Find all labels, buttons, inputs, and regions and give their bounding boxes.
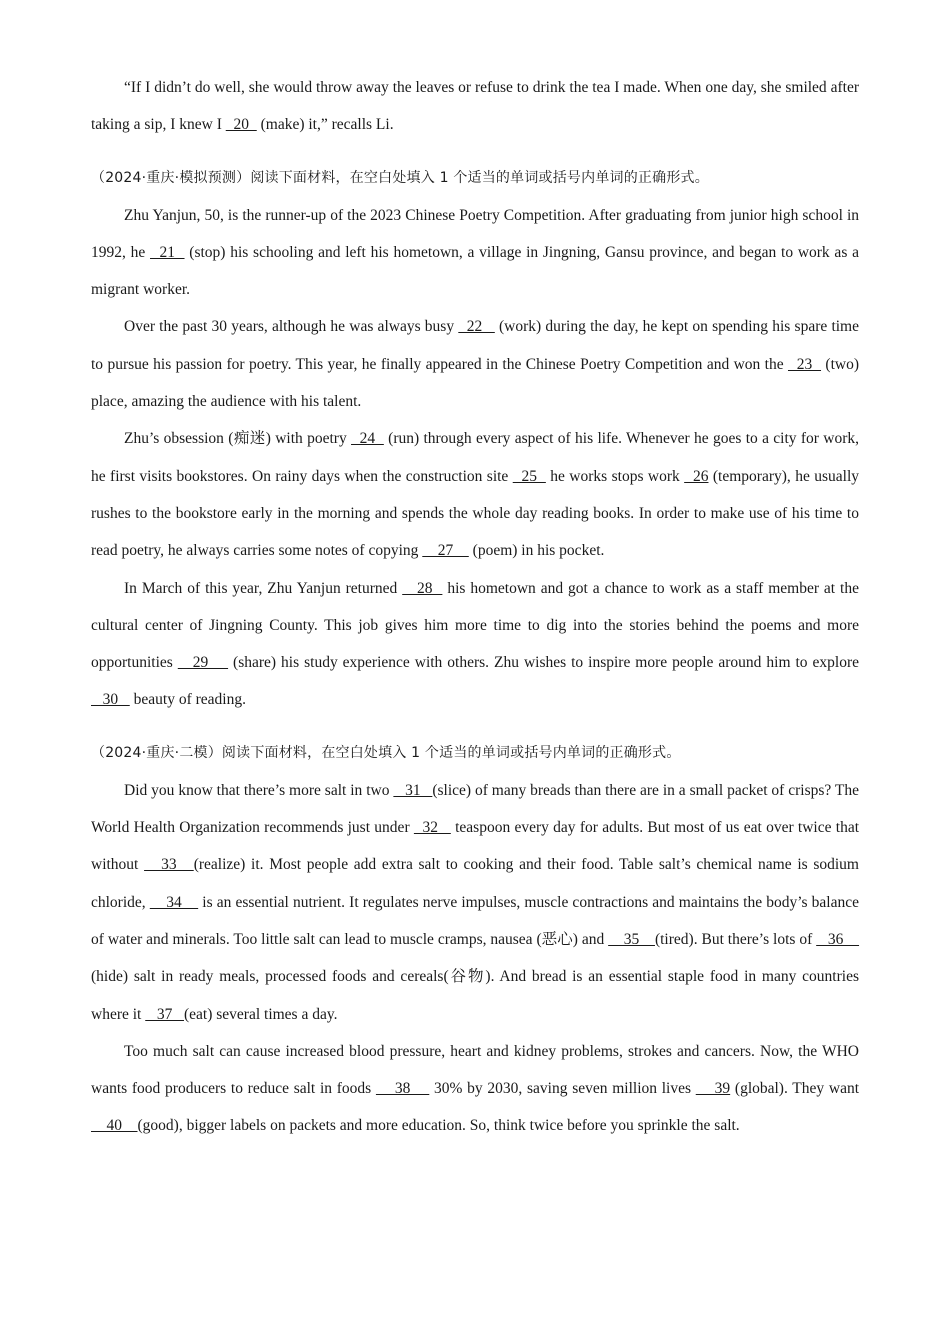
passage-text: is an essential nutrient. It regulates nerve impulses, muscle contractions and maintains the body’s balance of water and minerals. Too little salt can lead to muscle cramps, nausea (恶心) and: [91, 893, 859, 948]
exercise-section-2: [91, 735, 859, 1145]
passage-text: (tired). But there’s lots of: [654, 930, 817, 948]
section-2-heading: （2024·重庆·二模）阅读下面材料，在空白处填入 1 个适当的单词或括号内单词的正确形式。: [91, 744, 681, 761]
passage-text: “If I didn’t do well, she would throw away the leaves or refuse to drink the tea I made. When one day, she smiled after taking a sip, I knew I: [91, 79, 859, 134]
answer-blank[interactable]: 40: [91, 1117, 138, 1135]
section-1-paragraph: [91, 308, 859, 420]
passage-text: 30% by 2030, saving seven million lives: [429, 1080, 696, 1098]
passage-text: Zhu Yanjun, 50, is the runner-up of the 2023 Chinese Poetry Competition. After graduating from junior high school in 1992, he: [91, 206, 859, 261]
passage-text: Too much salt can cause increased blood pressure, heart and kidney problems, strokes and cancers. Now, the WHO wants food producers to reduce salt in foods: [91, 1042, 859, 1098]
passage-text: (two) place, amazing the audience with his talent.: [91, 355, 859, 411]
answer-blank[interactable]: 39: [695, 1080, 731, 1098]
answer-blank[interactable]: 30: [91, 691, 130, 709]
passage-text: Did you know that there’s more salt in two: [124, 781, 394, 799]
passage-text: Over the past 30 years, although he was always busy: [124, 318, 459, 336]
section-2-paragraph: [91, 772, 859, 1033]
passage-text: (eat) several times a day.: [183, 1005, 338, 1023]
document-page: [91, 69, 859, 1145]
passage-text: beauty of reading.: [129, 691, 246, 709]
passage-text: teaspoon every day for adults. But most of us eat over twice that without: [91, 819, 860, 874]
passage-text: (run) through every aspect of his life. Whenever he goes to a city for work, he first visits bookstores. On rainy days when the construction site: [91, 430, 859, 485]
answer-blank[interactable]: 37: [145, 1005, 184, 1023]
passage-text: (good), bigger labels on packets and more education. So, think twice before you sprinkle the salt.: [137, 1117, 740, 1135]
answer-blank[interactable]: 26: [684, 467, 709, 485]
passage-text: (share) his study experience with others. Zhu wishes to inspire more people around him to explore: [228, 654, 859, 672]
section-1-paragraph: [91, 570, 859, 719]
answer-blank[interactable]: 31: [393, 781, 433, 799]
answer-blank[interactable]: 36: [816, 930, 860, 948]
passage-text: In March of this year, Zhu Yanjun returned: [124, 579, 403, 597]
answer-blank[interactable]: 28: [402, 579, 443, 597]
answer-blank[interactable]: 27: [422, 542, 469, 560]
passage-text: (global). They want: [730, 1080, 860, 1098]
passage-text: he works stops work: [545, 467, 685, 485]
section-2-paragraph: [91, 1033, 859, 1145]
passage-text: (work) during the day, he kept on spending his spare time to pursue his passion for poetry. This year, he finally appeared in the Chinese Poetry Competition and won the: [91, 318, 859, 373]
answer-blank[interactable]: 33: [144, 856, 194, 874]
passage-text: his hometown and got a chance to work as a staff member at the cultural center of Jingning County. This job gives him more time to dig into the stories behind the poems and more opportunities: [91, 579, 859, 672]
answer-blank[interactable]: 35: [608, 930, 655, 948]
section-1-paragraph: [91, 420, 859, 569]
section-1-paragraph: [91, 197, 859, 309]
passage-text: (make) it,” recalls Li.: [256, 116, 394, 134]
answer-blank[interactable]: 24: [351, 430, 384, 448]
passage-text: (temporary), he usually rushes to the bookstore early in the morning and spends the whole day reading books. In order to make use of his time to read poetry, he always carries some notes of copying: [91, 467, 860, 560]
passage-text: Zhu’s obsession (痴迷) with poetry: [124, 430, 352, 448]
answer-blank[interactable]: 38: [375, 1080, 430, 1098]
passage-text: (stop) his schooling and left his hometown, a village in Jingning, Gansu province, and began to work as a migrant worker.: [91, 243, 859, 299]
answer-blank[interactable]: 21: [150, 243, 185, 261]
passage-text: (realize) it. Most people add extra salt to cooking and their food. Table salt’s chemical name is sodium chloride,: [91, 856, 859, 911]
answer-blank[interactable]: 34: [149, 893, 199, 911]
answer-blank[interactable]: 32: [413, 819, 451, 837]
passage-text: (poem) in his pocket.: [468, 542, 605, 560]
section-1-heading: （2024·重庆·模拟预测）阅读下面材料，在空白处填入 1 个适当的单词或括号内单词的正确形式。: [91, 169, 709, 186]
continuation-paragraph: [91, 69, 859, 144]
answer-blank[interactable]: 23: [787, 355, 822, 373]
exercise-section-1: [91, 160, 859, 719]
passage-text: (hide) salt in ready meals, processed foods and cereals(谷物). And bread is an essential staple food in many countries where it: [91, 968, 859, 1023]
answer-blank[interactable]: 22: [458, 318, 495, 336]
answer-blank[interactable]: 20: [225, 116, 257, 134]
passage-text: (slice) of many breads than there are in a small packet of crisps? The World Health Organization recommends just under: [91, 781, 860, 837]
answer-blank[interactable]: 29: [177, 654, 229, 672]
answer-blank[interactable]: 25: [512, 467, 546, 485]
